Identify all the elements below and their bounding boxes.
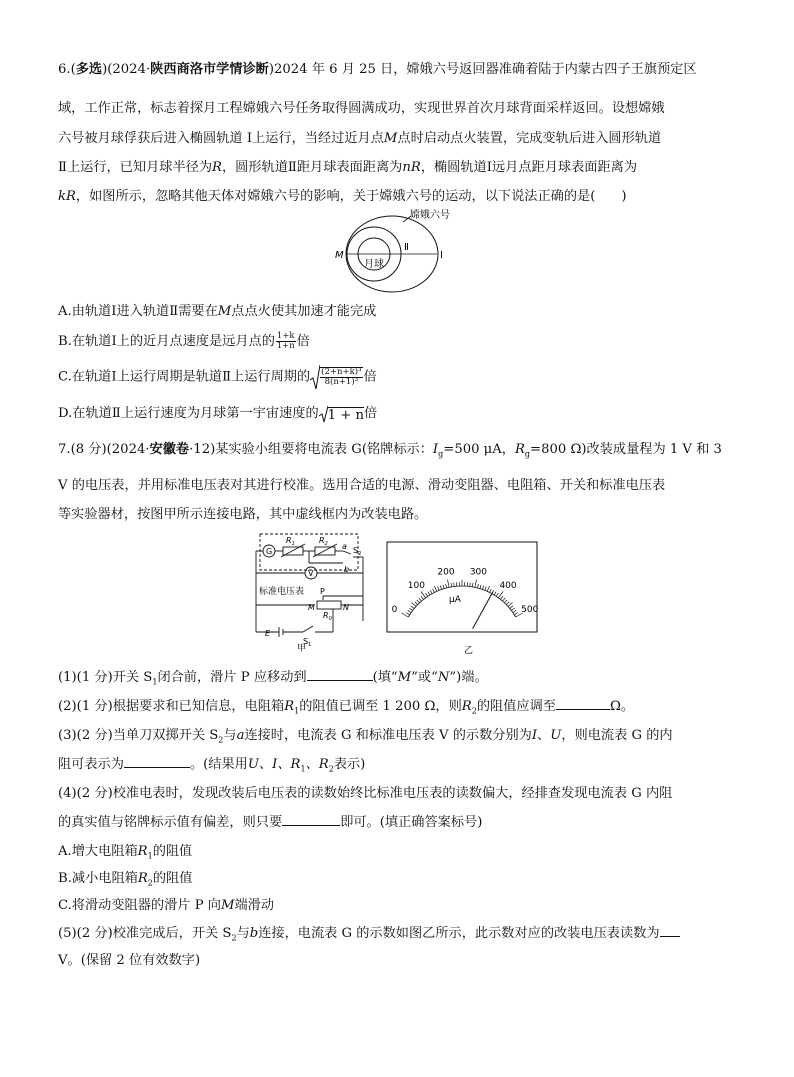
meter-tick [417, 600, 420, 603]
q7-part-5: (5)(2 分)校准完成后，开关 $S_2$与b连接，电流表 G 的示数如图乙所示，此示数对应的改装电压表读数为 [58, 922, 680, 943]
meter-tick [447, 580, 449, 588]
q7-part-3: (3)(2 分)当单刀双掷开关 $S_2$与a连接时，电流表 G 和标准电压表 V 的示数分别为I、U，则电流表 G 的内 [58, 728, 673, 745]
meter-tick [446, 584, 447, 588]
q7-source: 安徽卷 [149, 442, 190, 457]
meter-tick [510, 606, 513, 609]
meter-tick [503, 598, 506, 601]
circuit-R0: $R_0$ [323, 611, 332, 622]
meter-tick [451, 583, 452, 587]
q6-option-a: A.由轨道Ⅰ进入轨道Ⅱ需要在M点点火使其加速才能完成 [58, 304, 377, 319]
sqrt-d: 1 + n [319, 405, 364, 423]
label-I: Ⅰ [440, 250, 443, 261]
circuit-N: N [343, 603, 349, 612]
answer-blank-2[interactable] [556, 697, 610, 710]
meter-tick [472, 583, 473, 587]
q7-line-1: 7.(8 分)(2024·安徽卷·12)某实验小组要将电流表 G(铭牌标示：$I_g=500$ μA，$R_g=800$ Ω)改装成量程为 1 V 和 3 [58, 442, 722, 459]
q7-part-4-line-2: 的真实值与铭牌标示值有偏差，则只要 即可。(填正确答案标号) [58, 815, 483, 830]
meter-tick [470, 583, 471, 587]
label-moon: 月球 [364, 259, 384, 270]
meter-tick-label: 400 [499, 580, 517, 591]
answer-blank-1[interactable] [307, 668, 373, 681]
meter-tick [409, 608, 412, 610]
meter-tick [501, 596, 503, 599]
circuit-b: b [344, 565, 350, 574]
q7-part-4: (4)(2 分)校准电表时，发现改装后电压表的读数始终比标准电压表的读数偏大，经排查发现电流表 G 内阻 [58, 786, 673, 801]
circuit-G: G [266, 547, 273, 556]
meter-tick [514, 613, 517, 615]
answer-blank-3[interactable] [124, 755, 190, 768]
meter-tick [506, 602, 509, 605]
circuit-M: M [308, 603, 315, 612]
meter-tick-label: 0 [391, 605, 398, 615]
answer-blank-5[interactable] [660, 924, 680, 937]
meter-tick [513, 610, 516, 612]
circuit-E: E [265, 629, 271, 638]
q6-line-3: 六号被月球俘获后进入椭圆轨道 Ⅰ上运行，当经过近月点M点时启动点火装置，完成变轨后进入圆形轨道 [58, 131, 662, 146]
meter-tick [482, 586, 483, 590]
circuit-V: V [308, 569, 314, 578]
meter-tick [504, 600, 507, 603]
sqrt-c: $\frac{\text{(2+n+k)³}}{\text{8(n+1)³}}$ [310, 364, 363, 390]
circuit-std: 标准电压表 [259, 587, 305, 597]
q6-line-2: 域，工作正常，标志着探月工程嫦娥六号任务取得圆满成功，实现世界首次月球背面采样返回。设想嫦娥 [58, 101, 665, 116]
q7-line-2: V 的电压表，并用标准电压表对其进行校准。选用合适的电源、滑动变阻器、电阻箱、开关和标准电压表 [58, 478, 666, 493]
meter-tick [443, 585, 444, 589]
meter-tick [406, 613, 409, 615]
meter-tick [433, 589, 435, 593]
q6-line-4: Ⅱ上运行，已知月球半径为R，圆形轨道Ⅱ距月球表面距离为nR，椭圆轨道Ⅰ远月点距月球表面距离为 [58, 160, 638, 175]
meter-tick [421, 596, 423, 599]
q7-part-4-option-c: C.将滑动变阻器的滑片 P 向M端滑动 [58, 898, 275, 913]
q6-option-c: C.在轨道Ⅰ上运行周期是轨道Ⅱ上运行周期的 $\frac{\text{(2+n+k)³}}{\text{8(n+1)³}}$ 倍 [58, 364, 377, 390]
meter-tick [480, 585, 481, 589]
fraction-b: $\frac{1+k}{1+n}$ [276, 331, 295, 351]
answer-blank-4[interactable] [282, 813, 340, 826]
meter-scale [392, 568, 539, 617]
meter-figure [385, 540, 543, 655]
meter-tick [511, 608, 514, 610]
circuit-R2: $R_2$ [319, 536, 328, 547]
meter-tick-label: 300 [469, 567, 488, 578]
q6-line-5: kR，如图所示，忽略其他天体对嫦娥六号的影响，关于嫦娥六号的运动，以下说法正确的是( ) [58, 189, 627, 204]
meter-tick [494, 592, 496, 595]
circuit-P: P [320, 587, 325, 596]
q7-part-3-line-2: 阻可表示为 。(结果用U、I、$R_1$、$R_2$表示) [58, 757, 366, 774]
meter-tick [485, 587, 486, 591]
orbit-figure [330, 205, 470, 299]
meter-tick [411, 602, 415, 606]
meter-tick [415, 602, 418, 605]
circuit-a: a [342, 542, 347, 551]
q7-part-1: (1)(1 分)开关 $S_1$闭合前，滑片 P 应移动到 (填“M”或“N”)端。 [58, 670, 488, 687]
q6-tag: 多选 [75, 62, 103, 77]
meter-tick [425, 593, 427, 596]
meter-tick [475, 580, 477, 588]
meter-caption: 乙 [464, 646, 474, 655]
q7-part-2: (2)(1 分)根据要求和已知信息，电阻箱$R_1$的阻值已调至 1 200 Ω，则$R_2$的阻值应调至 Ω。 [58, 699, 635, 716]
q6-source: 陕西商洛市学情诊断 [150, 62, 269, 77]
meter-tick [428, 592, 430, 595]
circuit-S2: $S_2$ [353, 546, 362, 557]
meter-tick [411, 606, 414, 609]
label-II: Ⅱ [404, 242, 409, 253]
q7-part-5-line-2: V。(保留 2 位有效数字) [58, 953, 201, 968]
circuit-R1: $R_1$ [286, 536, 295, 547]
rheostat-box [317, 601, 341, 609]
circuit-figure [253, 530, 373, 652]
meter-tick [496, 593, 498, 596]
label-M: M [335, 250, 344, 261]
meter-tick [490, 589, 492, 593]
q7-line-3: 等实验器材，按图甲所示连接电路，其中虚线框内为改装电路。 [58, 507, 428, 522]
meter-unit: μA [449, 595, 461, 605]
meter-tick [430, 590, 432, 594]
meter-tick-label: 100 [407, 580, 425, 591]
meter-tick [487, 586, 489, 591]
meter-needle [473, 592, 493, 629]
q6-line-1: 6.(多选)(2024·陕西商洛市学情诊断)2024 年 6 月 25 日，嫦娥六号返回器准确着陆于内蒙古四子王旗预定区 [58, 62, 697, 77]
meter-tick [408, 610, 411, 612]
label-change: 嫦娥六号 [410, 210, 450, 221]
meter-tick-label: 200 [437, 567, 455, 578]
meter-tick [454, 583, 455, 587]
meter-tick [419, 598, 422, 601]
meter-tick [508, 602, 512, 606]
q6-option-b: B.在轨道Ⅰ上的近月点速度是远月点的 $\frac{1+k}{1+n}$ 倍 [58, 331, 310, 351]
q7-part-4-option-a: A.增大电阻箱$R_1$的阻值 [58, 844, 193, 861]
meter-tick-label: 500 [521, 605, 539, 615]
q6-option-d: D.在轨道Ⅱ上运行速度为月球第一宇宙速度的 1 + n倍 [58, 406, 378, 423]
meter-tick [434, 586, 436, 591]
meter-tick [438, 587, 439, 591]
circuit-S1: $S_1$ [303, 637, 312, 648]
circuit-caption: 甲 [297, 644, 307, 652]
meter-tick [440, 586, 441, 590]
meter-tick [477, 584, 478, 588]
q7-part-4-option-b: B.减小电阻箱$R_2$的阻值 [58, 871, 193, 888]
